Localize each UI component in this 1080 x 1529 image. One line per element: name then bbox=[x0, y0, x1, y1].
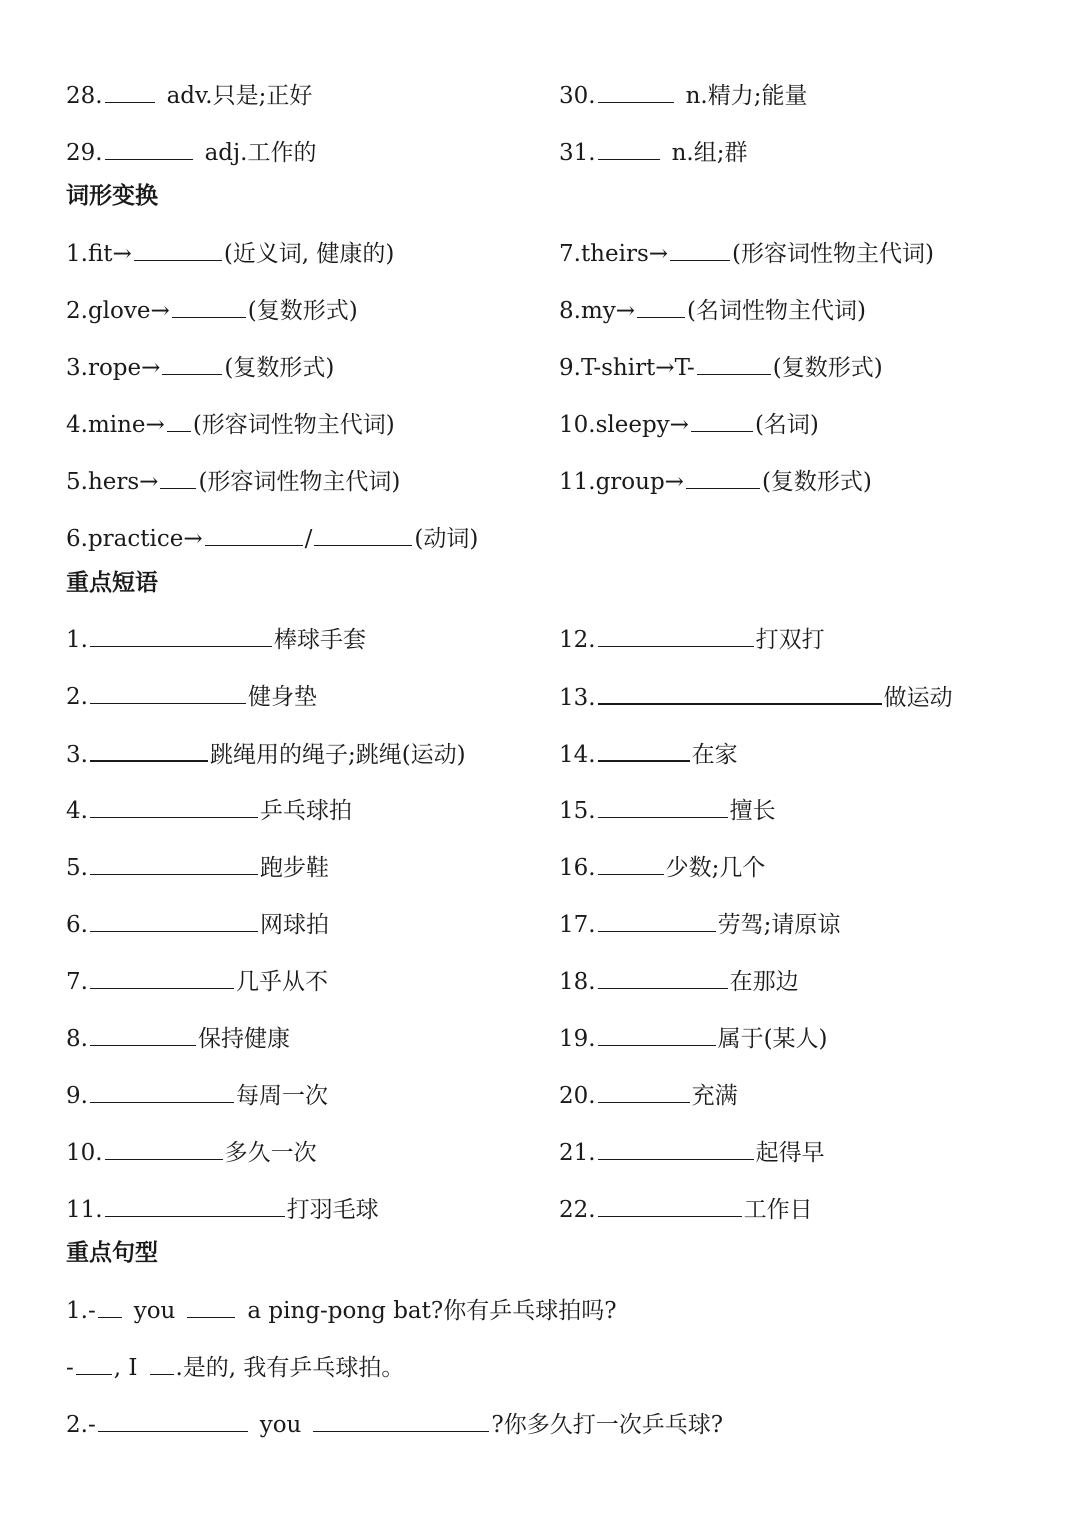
item-definition: adv.只是;正好 bbox=[166, 83, 313, 109]
phrase-meaning: 健身垫 bbox=[247, 684, 317, 710]
phrase-meaning: 在家 bbox=[691, 742, 738, 768]
word-form-item bbox=[66, 295, 358, 326]
phrase-item bbox=[559, 624, 825, 655]
item-number: 21. bbox=[559, 1140, 596, 1166]
section-heading-phrases: 重点短语 bbox=[66, 570, 158, 596]
answer-blank[interactable] bbox=[105, 1194, 285, 1217]
word-form-item bbox=[559, 352, 883, 383]
item-number: 17. bbox=[559, 912, 596, 938]
item-prompt: 4.mine→ bbox=[66, 412, 165, 438]
answer-blank[interactable] bbox=[90, 909, 258, 932]
phrase-item bbox=[559, 966, 799, 997]
sentence-text: 2.- bbox=[66, 1412, 96, 1438]
item-number: 10. bbox=[66, 1140, 103, 1166]
answer-blank[interactable] bbox=[98, 1295, 122, 1318]
item-hint: (复数形式) bbox=[772, 355, 883, 381]
section-heading-word-forms: 词形变换 bbox=[66, 183, 158, 209]
item-hint: (复数形式) bbox=[224, 355, 335, 381]
phrase-item bbox=[66, 966, 328, 997]
word-form-item bbox=[559, 238, 934, 269]
sentence-text: 1.- bbox=[66, 1298, 96, 1324]
answer-blank[interactable] bbox=[98, 1409, 248, 1432]
phrase-item bbox=[559, 852, 765, 883]
phrase-meaning: 充满 bbox=[691, 1083, 738, 1109]
answer-blank[interactable] bbox=[691, 409, 753, 432]
sentence-text: you bbox=[259, 1412, 302, 1438]
answer-blank[interactable] bbox=[598, 795, 728, 818]
answer-blank[interactable] bbox=[76, 1352, 112, 1375]
item-prompt: 9.T-shirt→T- bbox=[559, 355, 695, 381]
answer-blank[interactable] bbox=[670, 238, 730, 261]
item-hint: (形容词性物主代词) bbox=[732, 241, 934, 267]
answer-blank[interactable] bbox=[313, 1409, 489, 1432]
vocab-item-28 bbox=[66, 80, 312, 111]
phrase-item bbox=[66, 795, 352, 826]
word-form-item bbox=[559, 295, 866, 326]
phrase-meaning: 跳绳用的绳子;跳绳(运动) bbox=[209, 742, 466, 768]
sentence-2-question bbox=[66, 1409, 723, 1440]
answer-blank[interactable] bbox=[167, 409, 191, 432]
answer-blank[interactable] bbox=[637, 295, 685, 318]
item-definition: n.精力;能量 bbox=[685, 83, 808, 109]
phrase-item bbox=[559, 795, 776, 826]
item-prompt: 8.my→ bbox=[559, 298, 636, 324]
answer-blank[interactable] bbox=[598, 1137, 754, 1160]
answer-blank[interactable] bbox=[90, 1080, 234, 1103]
answer-blank[interactable] bbox=[90, 1023, 196, 1046]
item-number: 3. bbox=[66, 742, 88, 768]
answer-blank[interactable] bbox=[150, 1352, 174, 1375]
item-number: 1. bbox=[66, 627, 88, 653]
phrase-meaning: 少数;几个 bbox=[665, 855, 766, 881]
phrase-meaning: 网球拍 bbox=[259, 912, 329, 938]
item-number: 13. bbox=[559, 685, 596, 711]
item-number: 2. bbox=[66, 684, 88, 710]
answer-blank[interactable] bbox=[90, 681, 246, 704]
word-form-item bbox=[66, 352, 334, 383]
phrase-item bbox=[66, 624, 366, 655]
answer-blank[interactable] bbox=[598, 137, 660, 160]
phrase-meaning: 打羽毛球 bbox=[286, 1197, 379, 1223]
answer-blank[interactable] bbox=[598, 681, 882, 705]
vocab-item-29 bbox=[66, 137, 316, 168]
phrase-item bbox=[66, 681, 317, 712]
phrase-item bbox=[66, 1194, 379, 1225]
item-number: 30. bbox=[559, 83, 596, 109]
phrase-meaning: 每周一次 bbox=[235, 1083, 328, 1109]
word-form-item bbox=[559, 466, 872, 497]
answer-blank[interactable] bbox=[187, 1295, 235, 1318]
answer-blank[interactable] bbox=[205, 523, 303, 546]
phrase-item bbox=[66, 1023, 290, 1054]
phrase-meaning: 工作日 bbox=[743, 1197, 813, 1223]
item-number: 31. bbox=[559, 140, 596, 166]
answer-blank[interactable] bbox=[160, 466, 196, 489]
item-hint: (名词性物主代词) bbox=[687, 298, 866, 324]
sentence-text: you bbox=[133, 1298, 176, 1324]
answer-blank[interactable] bbox=[598, 909, 716, 932]
item-number: 15. bbox=[559, 798, 596, 824]
answer-blank[interactable] bbox=[598, 966, 728, 989]
phrase-item bbox=[559, 681, 953, 713]
item-number: 22. bbox=[559, 1197, 596, 1223]
phrase-meaning: 在那边 bbox=[729, 969, 799, 995]
answer-blank[interactable] bbox=[314, 523, 412, 546]
item-prompt: 2.glove→ bbox=[66, 298, 170, 324]
answer-blank[interactable] bbox=[598, 80, 674, 103]
slash: / bbox=[304, 526, 313, 552]
item-prompt: 1.fit→ bbox=[66, 241, 132, 267]
phrase-meaning: 乒乓球拍 bbox=[259, 798, 352, 824]
item-prompt: 7.theirs→ bbox=[559, 241, 669, 267]
item-prompt: 3.rope→ bbox=[66, 355, 161, 381]
phrase-item bbox=[66, 738, 466, 770]
item-number: 19. bbox=[559, 1026, 596, 1052]
word-form-item bbox=[66, 523, 478, 554]
phrase-meaning: 属于(某人) bbox=[717, 1026, 828, 1052]
item-number: 29. bbox=[66, 140, 103, 166]
item-hint: (复数形式) bbox=[247, 298, 358, 324]
answer-blank[interactable] bbox=[105, 1137, 223, 1160]
phrase-item bbox=[559, 909, 840, 940]
item-prompt: 11.group→ bbox=[559, 469, 684, 495]
item-hint: (形容词性物主代词) bbox=[192, 412, 395, 438]
phrase-meaning: 打双打 bbox=[755, 627, 825, 653]
answer-blank[interactable] bbox=[598, 738, 690, 762]
phrase-meaning: 多久一次 bbox=[224, 1140, 317, 1166]
item-number: 12. bbox=[559, 627, 596, 653]
phrase-item bbox=[559, 1137, 825, 1168]
phrase-item bbox=[559, 738, 738, 770]
phrase-item bbox=[66, 1137, 317, 1168]
answer-blank[interactable] bbox=[90, 624, 272, 647]
answer-blank[interactable] bbox=[686, 466, 760, 489]
phrase-meaning: 劳驾;请原谅 bbox=[717, 912, 841, 938]
phrase-item bbox=[66, 909, 329, 940]
answer-blank[interactable] bbox=[598, 1080, 690, 1103]
word-form-item bbox=[66, 409, 395, 440]
answer-blank[interactable] bbox=[697, 352, 771, 375]
answer-blank[interactable] bbox=[105, 80, 155, 103]
item-prompt: 6.practice→ bbox=[66, 526, 203, 552]
phrase-item bbox=[66, 852, 329, 883]
item-number: 7. bbox=[66, 969, 88, 995]
answer-blank[interactable] bbox=[90, 966, 234, 989]
phrase-item bbox=[559, 1023, 828, 1054]
phrase-item bbox=[66, 1080, 328, 1111]
item-number: 11. bbox=[66, 1197, 103, 1223]
item-number: 9. bbox=[66, 1083, 88, 1109]
phrase-meaning: 几乎从不 bbox=[235, 969, 328, 995]
item-definition: adj.工作的 bbox=[204, 140, 317, 166]
answer-blank[interactable] bbox=[172, 295, 246, 318]
vocab-item-31 bbox=[559, 137, 747, 168]
item-number: 4. bbox=[66, 798, 88, 824]
item-hint: (动词) bbox=[414, 526, 479, 552]
item-definition: n.组;群 bbox=[671, 140, 748, 166]
phrase-item bbox=[559, 1194, 813, 1225]
phrase-meaning: 做运动 bbox=[883, 685, 953, 711]
sentence-1-question bbox=[66, 1295, 617, 1326]
item-number: 18. bbox=[559, 969, 596, 995]
item-prompt: 10.sleepy→ bbox=[559, 412, 689, 438]
answer-blank[interactable] bbox=[598, 1194, 742, 1217]
item-hint: (名词) bbox=[754, 412, 819, 438]
word-form-item bbox=[66, 466, 400, 497]
answer-blank[interactable] bbox=[598, 852, 664, 875]
answer-blank[interactable] bbox=[90, 738, 208, 762]
answer-blank[interactable] bbox=[134, 238, 222, 261]
answer-blank[interactable] bbox=[105, 137, 193, 160]
item-hint: (复数形式) bbox=[761, 469, 872, 495]
item-number: 14. bbox=[559, 742, 596, 768]
sentence-text: .是的, 我有乒乓球拍。 bbox=[175, 1355, 405, 1381]
phrase-meaning: 棒球手套 bbox=[273, 627, 366, 653]
item-number: 5. bbox=[66, 855, 88, 881]
phrase-meaning: 跑步鞋 bbox=[259, 855, 329, 881]
item-hint: (近义词, 健康的) bbox=[223, 241, 395, 267]
answer-blank[interactable] bbox=[598, 624, 754, 647]
item-number: 20. bbox=[559, 1083, 596, 1109]
item-hint: (形容词性物主代词) bbox=[198, 469, 401, 495]
sentence-text: , I bbox=[113, 1355, 138, 1381]
item-number: 16. bbox=[559, 855, 596, 881]
item-number: 6. bbox=[66, 912, 88, 938]
word-form-item bbox=[559, 409, 819, 440]
item-number: 8. bbox=[66, 1026, 88, 1052]
answer-blank[interactable] bbox=[90, 852, 258, 875]
sentence-text: a ping-pong bat?你有乒乓球拍吗? bbox=[247, 1298, 617, 1324]
sentence-text: - bbox=[66, 1355, 74, 1381]
phrase-meaning: 保持健康 bbox=[197, 1026, 290, 1052]
vocab-item-30 bbox=[559, 80, 807, 111]
answer-blank[interactable] bbox=[162, 352, 222, 375]
phrase-item bbox=[559, 1080, 738, 1111]
sentence-text: ?你多久打一次乒乓球? bbox=[491, 1412, 724, 1438]
answer-blank[interactable] bbox=[90, 795, 258, 818]
sentence-1-answer bbox=[66, 1352, 404, 1383]
item-prompt: 5.hers→ bbox=[66, 469, 159, 495]
section-heading-sentences: 重点句型 bbox=[66, 1240, 158, 1266]
item-number: 28. bbox=[66, 83, 103, 109]
phrase-meaning: 擅长 bbox=[729, 798, 776, 824]
answer-blank[interactable] bbox=[598, 1023, 716, 1046]
word-form-item bbox=[66, 238, 394, 269]
phrase-meaning: 起得早 bbox=[755, 1140, 825, 1166]
